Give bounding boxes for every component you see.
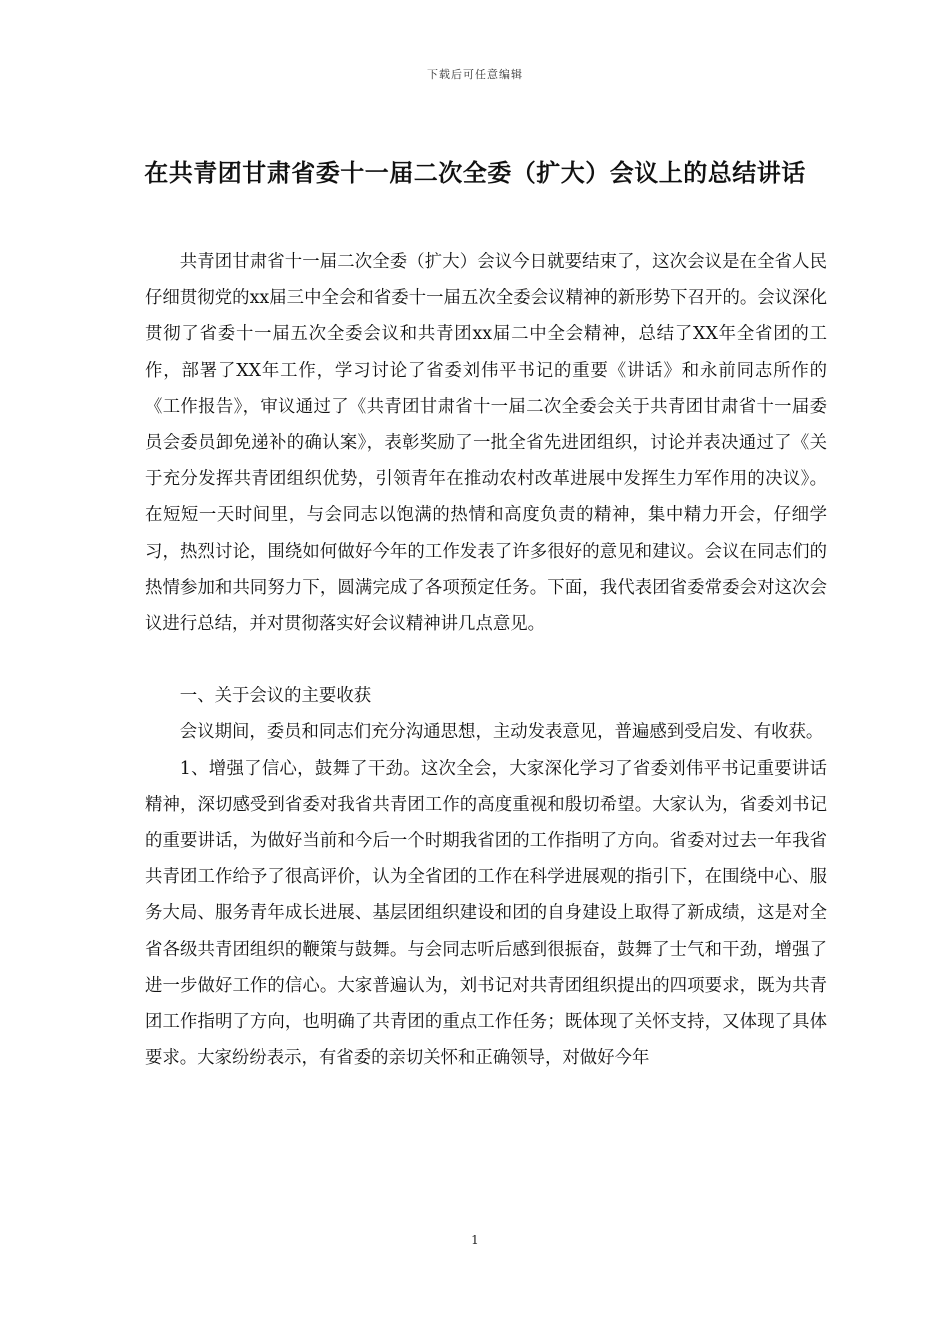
page-number: 1 <box>471 1233 479 1247</box>
header-note: 下载后可任意编辑 <box>427 68 523 81</box>
page-title: 在共青团甘肃省委十一届二次全委（扩大）会议上的总结讲话 <box>144 159 806 187</box>
point-one-paragraph: 1、增强了信心，鼓舞了干劲。这次全会，大家深化学习了省委刘伟平书记重要讲话精神，深切感受到省委对我省共青团工作的高度重视和殷切希望。大家认为，省委刘书记的重要讲话，为做好当前和今后一个时期我省团的工作指明了方向。省委对过去一年我省共青团工作给予了很高评价，认为全省团的工作在科学进展观的指引下，在围绕中心、服务大局、服务青年成长进展、基层团组织建设和团的自身建设上取得了新成绩，这是对全省各级共青团组织的鞭策与鼓舞。与会同志听后感到很振奋，鼓舞了士气和干劲，增强了进一步做好工作的信心。大家普遍认为，刘书记对共青团组织提出的四项要求，既为共青团工作指明了方向，也明确了共青团的重点工作任务；既体现了关怀支持，又体现了具体要求。大家纷纷表示，有省委的亲切关怀和正确领导，对做好今年 <box>145 758 827 1069</box>
section-intro-paragraph: 会议期间，委员和同志们充分沟通思想，主动发表意见，普遍感到受启发、有收获。 <box>179 722 824 743</box>
document-body <box>145 244 827 1076</box>
section-heading: 一、关于会议的主要收获 <box>179 686 372 707</box>
intro-paragraph: 共青团甘肃省十一届二次全委（扩大）会议今日就要结束了，这次会议是在全省人民仔细贯彻党的xx届三中全会和省委十一届五次全委会议精神的新形势下召开的。会议深化贯彻了省委十一届五次全委会议和共青团xx届二中全会精神，总结了XX年全省团的工作，部署了XX年工作，学习讨论了省委刘伟平书记的重要《讲话》和永前同志所作的《工作报告》，审议通过了《共青团甘肃省十一届二次全委会关于共青团甘肃省十一届委员会委员卸免递补的确认案》，表彰奖励了一批全省先进团组织，讨论并表决通过了《关于充分发挥共青团组织优势，引领青年在推动农村改革进展中发挥生力军作用的决议》。在短短一天时间里，与会同志以饱满的热情和高度负责的精神，集中精力开会，仔细学习，热烈讨论，围绕如何做好今年的工作发表了许多很好的意见和建议。会议在同志们的热情参加和共同努力下，圆满完成了各项预定任务。下面，我代表团省委常委会对这次会议进行总结，并对贯彻落实好会议精神讲几点意见。 <box>145 252 827 635</box>
